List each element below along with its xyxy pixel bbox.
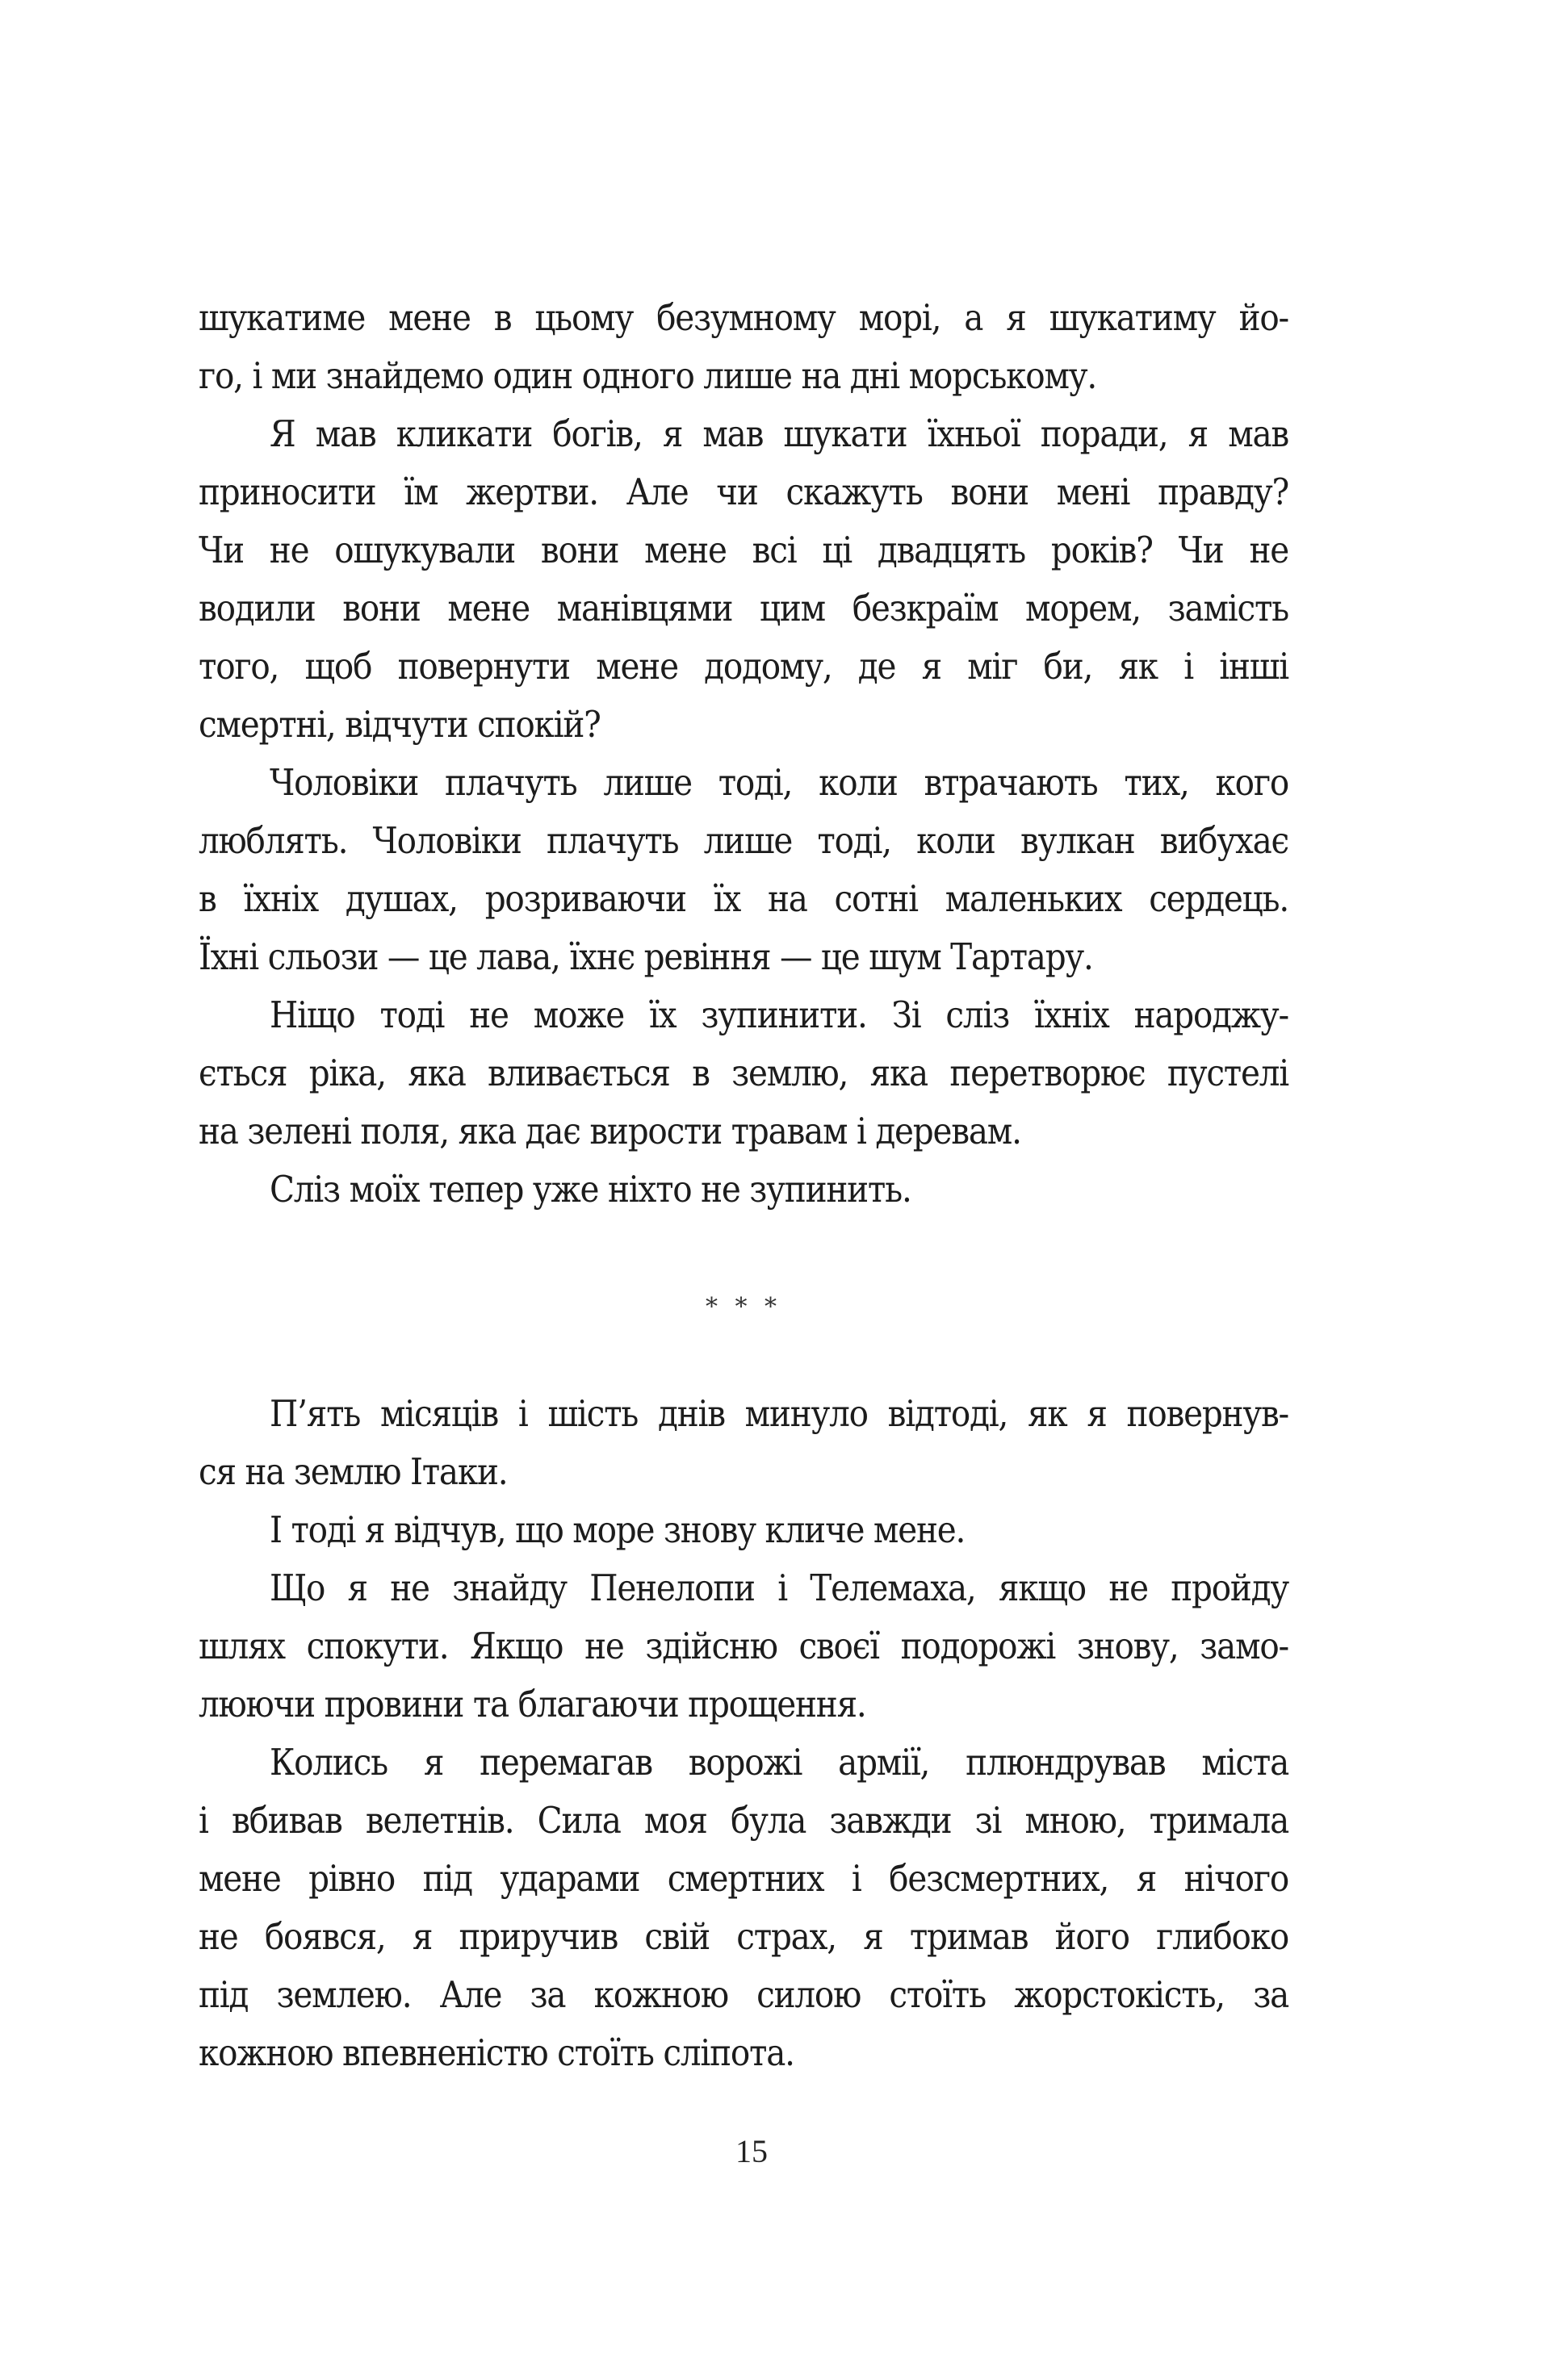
- text-line: люблять. Чоловіки плачуть лише тоді, коли вулкан вибухає: [199, 819, 1288, 862]
- paragraph: [199, 1501, 1288, 1559]
- paragraph: [199, 1161, 1288, 1219]
- paragraph: [199, 1385, 1288, 1501]
- paragraph: [199, 289, 1288, 405]
- paragraph: [199, 986, 1288, 1161]
- text-line: того, щоб повернути мене додому, де я міг би, як і інші: [199, 645, 1288, 688]
- paragraph: [199, 1734, 1288, 2082]
- page-number: 15: [735, 2133, 768, 2169]
- text-line: в їхніх душах, розриваючи їх на сотні маленьких сердець.: [199, 877, 1288, 920]
- text-line: кожною впевненістю стоїть сліпота.: [199, 2031, 794, 2074]
- text-line: приносити їм жертви. Але чи скажуть вони мені правду?: [199, 471, 1288, 513]
- text-line: ся на землю Ітаки.: [199, 1450, 508, 1493]
- paragraph: [199, 1559, 1288, 1734]
- text-line: Ніщо тоді не може їх зупинити. Зі сліз їхніх народжу-: [270, 993, 1288, 1036]
- text-line: ється ріка, яка вливається в землю, яка перетворює пустелі: [199, 1052, 1288, 1094]
- text-line: Колись я перемагав ворожі армії, плюндрував міста: [270, 1741, 1288, 1784]
- paragraph: [199, 754, 1288, 986]
- page-body: [199, 289, 1288, 2082]
- text-line: Що я не знайду Пенелопи і Телемаха, якщо не пройду: [270, 1566, 1288, 1609]
- text-line: мене рівно під ударами смертних і безсмертних, я нічого: [199, 1857, 1288, 1900]
- text-line: люючи провини та благаючи прощення.: [199, 1683, 866, 1725]
- text-line: го, і ми знайдемо один одного лише на дні морському.: [199, 354, 1097, 397]
- section-1: [199, 289, 1288, 1219]
- scene-break: * * *: [705, 1293, 782, 1321]
- text-line: на зелені поля, яка дає вирости травам і деревам.: [199, 1110, 1021, 1152]
- section-2: [199, 1385, 1288, 2082]
- paragraph: [199, 405, 1288, 754]
- text-line: шлях спокути. Якщо не здійсню своєї подорожі знову, замо-: [199, 1625, 1288, 1667]
- text-line: Сліз моїх тепер уже ніхто не зупинить.: [270, 1168, 911, 1211]
- text-line: не боявся, я приручив свій страх, я тримав його глибоко: [199, 1915, 1288, 1958]
- text-line: і вбивав велетнів. Сила моя була завжди зі мною, тримала: [199, 1799, 1288, 1842]
- text-line: під землею. Але за кожною силою стоїть жорстокість, за: [199, 1973, 1288, 2016]
- text-line: смертні, відчути спокій?: [199, 703, 601, 746]
- text-line: Їхні сльози — це лава, їхнє ревіння — це шум Тартару.: [199, 935, 1093, 978]
- text-line: Я мав кликати богів, я мав шукати їхньої поради, я мав: [270, 412, 1288, 455]
- text-line: І тоді я відчув, що море знову кличе мене.: [270, 1508, 966, 1551]
- text-line: водили вони мене манівцями цим безкраїм морем, замість: [199, 587, 1288, 630]
- text-line: Чи не ошукували вони мене всі ці двадцять років? Чи не: [199, 529, 1288, 571]
- text-line: П’ять місяців і шість днів минуло відтоді, як я повернув-: [270, 1392, 1288, 1435]
- text-line: Чоловіки плачуть лише тоді, коли втрачають тих, кого: [270, 761, 1288, 804]
- text-line: шукатиме мене в цьому безумному морі, а я шукатиму йо-: [199, 296, 1288, 339]
